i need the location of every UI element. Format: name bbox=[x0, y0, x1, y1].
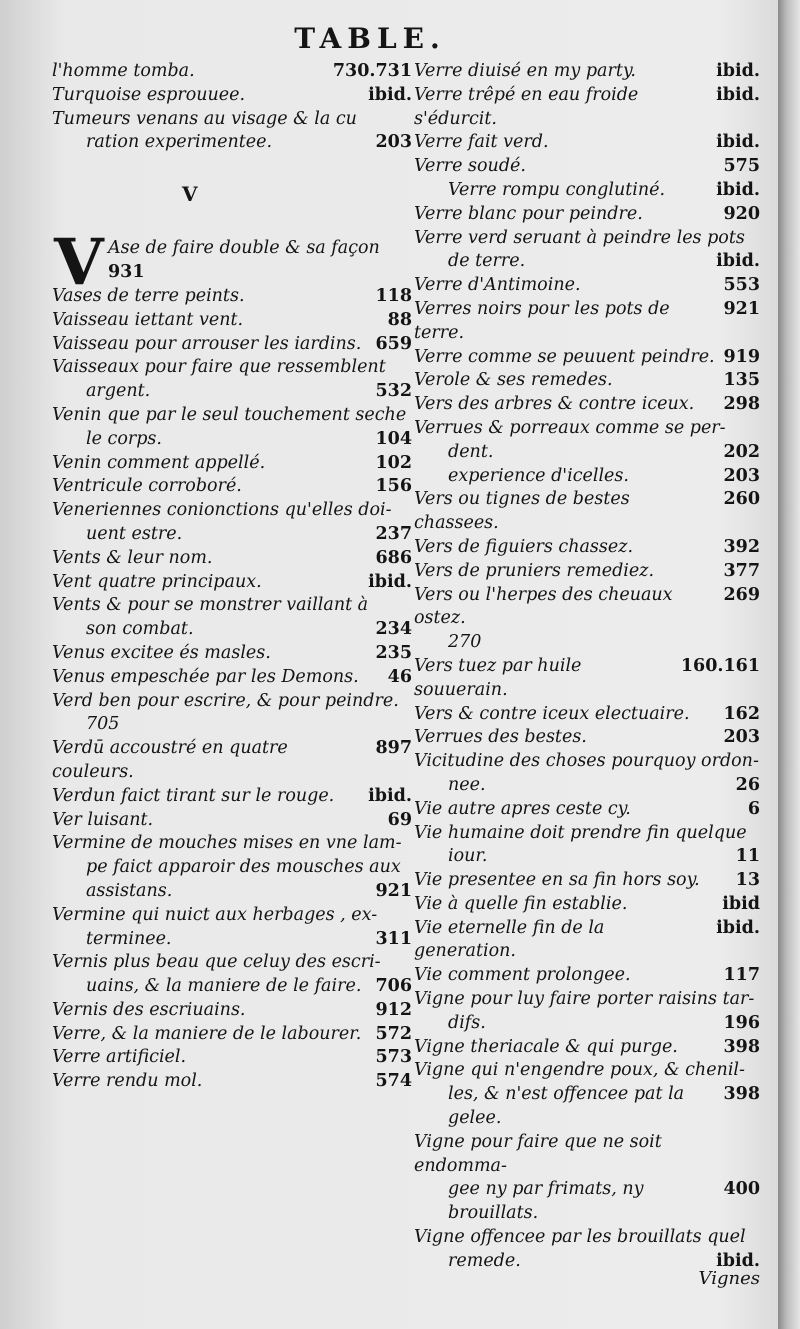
entry-text: Vers ou tignes de bestes chassees. bbox=[414, 489, 630, 534]
entry-text: Vaisseaux pour faire que ressemblent bbox=[52, 357, 386, 378]
entry-page-ref: 398 bbox=[723, 1036, 760, 1057]
index-entry bbox=[52, 975, 412, 999]
index-entry bbox=[414, 393, 760, 417]
entry-text: Vie humaine doit prendre fin quelque bbox=[414, 822, 747, 843]
index-entry bbox=[414, 893, 760, 917]
entry-page-ref: 160.161 bbox=[680, 655, 760, 676]
entry-page-ref: ibid. bbox=[716, 84, 760, 105]
index-entry bbox=[52, 356, 412, 380]
index-entry bbox=[52, 1046, 412, 1070]
index-entry bbox=[52, 737, 412, 785]
index-entry bbox=[414, 655, 760, 703]
entry-page-ref: ibid. bbox=[716, 1250, 760, 1271]
index-entry bbox=[414, 1036, 760, 1060]
index-entry bbox=[414, 964, 760, 988]
index-entry bbox=[414, 726, 760, 750]
index-entry bbox=[52, 928, 412, 952]
entry-page-ref: ibid. bbox=[716, 132, 760, 153]
index-entry bbox=[414, 1083, 760, 1131]
entry-page-ref: 659 bbox=[375, 333, 412, 354]
index-entry bbox=[414, 845, 760, 869]
entry-text: Vermine de mouches mises en vne lam- bbox=[52, 833, 402, 854]
entry-text: Vers de pruniers remediez. bbox=[414, 560, 655, 581]
index-entry bbox=[52, 785, 412, 809]
entry-page-ref: 162 bbox=[723, 703, 760, 724]
index-entry bbox=[52, 618, 412, 642]
entry-text: Venus empeschée par les Demons. bbox=[52, 666, 359, 687]
entry-text: Vers & contre iceux electuaire. bbox=[414, 703, 690, 724]
section-heading: V bbox=[182, 182, 198, 207]
entry-text: Vers ou l'herpes des cheuaux ostez. bbox=[414, 584, 673, 629]
index-entry bbox=[52, 809, 412, 833]
entry-text: Ver luisant. bbox=[52, 809, 154, 830]
index-entry bbox=[414, 917, 760, 965]
entry-text: dent. bbox=[448, 441, 494, 462]
entry-text: Vigne pour faire que ne soit endomma- bbox=[414, 1131, 662, 1176]
left-entries bbox=[52, 285, 412, 1094]
entry-text: Vicitudine des choses pourquoy ordon- bbox=[414, 751, 759, 772]
entry-text: Vents & leur nom. bbox=[52, 547, 213, 568]
entry-page-ref: 234 bbox=[375, 619, 412, 640]
dropcap-letter: V bbox=[54, 224, 104, 300]
entry-text: Vie à quelle fin establie. bbox=[414, 893, 628, 914]
entry-page-ref: 377 bbox=[723, 560, 760, 581]
index-entry bbox=[414, 750, 760, 774]
entry-page-ref: 298 bbox=[723, 394, 760, 415]
entry-page-ref: 203 bbox=[723, 465, 760, 486]
entry-text: Vaisseau pour arrouser les iardins. bbox=[52, 333, 362, 354]
page-header: TABLE. bbox=[294, 22, 446, 55]
index-entry bbox=[52, 547, 412, 571]
entry-text: Turquoise esprouuee. bbox=[52, 84, 246, 105]
index-entry bbox=[414, 227, 760, 251]
index-entry bbox=[414, 346, 760, 370]
entry-page-ref: ibid. bbox=[368, 571, 412, 592]
index-entry bbox=[414, 560, 760, 584]
entry-text: Vers des arbres & contre iceux. bbox=[414, 394, 695, 415]
entry-page-ref: ibid. bbox=[368, 785, 412, 806]
index-entry bbox=[52, 690, 412, 714]
entry-text: Verre rompu conglutiné. bbox=[448, 179, 666, 200]
entry-page-ref: 13 bbox=[735, 870, 760, 891]
entry-page-ref: 237 bbox=[375, 523, 412, 544]
entry-text: Venin comment appellé. bbox=[52, 452, 266, 473]
entry-page-ref: 573 bbox=[375, 1047, 412, 1068]
entry-text: Vents & pour se monstrer vaillant à bbox=[52, 595, 369, 616]
entry-text: Vie presentee en sa fin hors soy. bbox=[414, 870, 700, 891]
entry-page-ref: 26 bbox=[735, 774, 760, 795]
right-entries bbox=[414, 60, 760, 1274]
entry-page-ref: 912 bbox=[375, 999, 412, 1020]
entry-page-ref: 11 bbox=[735, 846, 760, 867]
entry-text: Vermine qui nuict aux herbages , ex- bbox=[52, 904, 378, 925]
entry-text: terminee. bbox=[86, 928, 172, 949]
entry-page-ref: 706 bbox=[375, 976, 412, 997]
index-entry bbox=[52, 499, 412, 523]
index-entry bbox=[52, 428, 412, 452]
entry-page-ref: 46 bbox=[387, 666, 412, 687]
entry-text: iour. bbox=[448, 846, 488, 867]
index-entry bbox=[414, 1178, 760, 1226]
entry-text: Verre soudé. bbox=[414, 156, 526, 177]
entry-page-ref: 730.731 bbox=[332, 61, 412, 81]
index-entry bbox=[414, 84, 760, 132]
entry-text: Venin que par le seul touchement seche bbox=[52, 404, 407, 425]
entry-page-ref: 392 bbox=[723, 536, 760, 557]
entry-text: difs. bbox=[448, 1012, 486, 1033]
index-entry bbox=[414, 155, 760, 179]
entry-text: Verre trêpé en eau froide s'édurcit. bbox=[414, 84, 639, 129]
left-column bbox=[52, 60, 412, 1094]
index-entry bbox=[414, 488, 760, 536]
entry-text: de terre. bbox=[448, 251, 526, 272]
index-entry bbox=[52, 594, 412, 618]
entry-page-ref: ibid bbox=[722, 893, 760, 914]
entry-text: les, & n'est offencee pat la gelee. bbox=[448, 1084, 685, 1129]
index-entry bbox=[414, 1226, 760, 1250]
entry-text: Vernis plus beau que celuy des escri- bbox=[52, 952, 381, 973]
entry-text: nee. bbox=[448, 774, 486, 795]
entry-text: Verdū accoustré en quatre couleurs. bbox=[52, 738, 288, 782]
entry-page-ref: 203 bbox=[723, 727, 760, 748]
entry-page-ref: ibid. bbox=[716, 251, 760, 272]
entry-text: Venus excitee és masles. bbox=[52, 642, 271, 663]
dropcap-entry-text: Ase de faire double & sa façon bbox=[108, 237, 380, 258]
entry-page-ref: ibid. bbox=[716, 917, 760, 938]
entry-text: experience d'icelles. bbox=[448, 465, 629, 486]
index-entry bbox=[52, 713, 412, 737]
page-edge-shadow bbox=[778, 0, 800, 1329]
right-column bbox=[414, 60, 760, 1274]
entry-text: Verre, & la maniere de le labourer. bbox=[52, 1023, 362, 1044]
index-entry bbox=[52, 380, 412, 404]
catchword: Vignes bbox=[698, 1268, 760, 1289]
entry-text: Tumeurs venans au visage & la cu bbox=[52, 108, 357, 129]
entry-page-ref: 572 bbox=[375, 1023, 412, 1044]
entry-text: Verole & ses remedes. bbox=[414, 370, 613, 391]
index-entry bbox=[52, 571, 412, 595]
entry-text: Vigne pour luy faire porter raisins tar- bbox=[414, 989, 755, 1010]
index-entry bbox=[52, 1023, 412, 1047]
entry-text: Verre comme se peuuent peindre. bbox=[414, 346, 715, 367]
entry-text: Veneriennes conionctions qu'elles doi- bbox=[52, 500, 392, 521]
index-entry bbox=[52, 880, 412, 904]
entry-text: Ventricule corroboré. bbox=[52, 476, 242, 497]
index-entry bbox=[414, 774, 760, 798]
entry-text: l'homme tomba. bbox=[52, 61, 195, 81]
dropcap-entry-page: 931 bbox=[108, 261, 145, 282]
index-entry bbox=[52, 475, 412, 499]
entry-page-ref: 574 bbox=[375, 1071, 412, 1092]
entry-text: Vigne theriacale & qui purge. bbox=[414, 1036, 678, 1057]
index-entry bbox=[52, 951, 412, 975]
entry-page-ref: 118 bbox=[375, 285, 412, 306]
entry-page-ref: 553 bbox=[723, 275, 760, 296]
entry-text: Verd ben pour escrire, & pour peindre. bbox=[52, 690, 399, 711]
index-entry bbox=[414, 584, 760, 632]
index-entry bbox=[414, 988, 760, 1012]
entry-text: Vie autre apres ceste cy. bbox=[414, 798, 631, 819]
index-entry bbox=[414, 203, 760, 227]
entry-text: argent. bbox=[86, 381, 151, 402]
entry-page-ref: 88 bbox=[387, 309, 412, 330]
index-entry bbox=[52, 666, 412, 690]
index-entry bbox=[414, 703, 760, 727]
entry-page-ref: 269 bbox=[723, 584, 760, 605]
entry-text: Verres noirs pour les pots de terre. bbox=[414, 298, 670, 343]
index-entry bbox=[52, 523, 412, 547]
index-entry bbox=[52, 404, 412, 428]
index-entry bbox=[52, 333, 412, 357]
index-entry bbox=[52, 904, 412, 928]
index-entry bbox=[52, 84, 412, 108]
index-entry bbox=[52, 131, 412, 155]
entry-page-ref: 575 bbox=[723, 156, 760, 177]
index-entry bbox=[414, 465, 760, 489]
index-entry bbox=[52, 999, 412, 1023]
index-entry bbox=[414, 60, 760, 84]
entry-page-ref: ibid. bbox=[716, 179, 760, 200]
entry-text: gee ny par frimats, ny brouillats. bbox=[448, 1179, 644, 1224]
entry-text: Vases de terre peints. bbox=[52, 285, 245, 306]
entry-page-ref: ibid. bbox=[368, 84, 412, 105]
entry-page-ref: 102 bbox=[375, 452, 412, 473]
entry-text: Verdun faict tirant sur le rouge. bbox=[52, 785, 335, 806]
entry-page-ref: 69 bbox=[387, 809, 412, 830]
entry-text: Verre d'Antimoine. bbox=[414, 275, 581, 296]
index-entry bbox=[414, 417, 760, 441]
entry-page-ref: 104 bbox=[375, 428, 412, 449]
index-entry bbox=[414, 536, 760, 560]
index-entry bbox=[414, 869, 760, 893]
index-entry bbox=[52, 60, 412, 84]
entry-text: 270 bbox=[448, 632, 482, 653]
index-entry bbox=[414, 298, 760, 346]
index-entry bbox=[414, 822, 760, 846]
index-entry bbox=[414, 274, 760, 298]
entry-text: Verre verd seruant à peindre les pots bbox=[414, 227, 745, 248]
entry-text: Vie eternelle fin de la generation. bbox=[414, 917, 605, 962]
index-entry bbox=[414, 179, 760, 203]
index-entry bbox=[414, 369, 760, 393]
entry-page-ref: 203 bbox=[375, 132, 412, 153]
entry-text: Vernis des escriuains. bbox=[52, 999, 246, 1020]
entry-text: Verrues des bestes. bbox=[414, 727, 587, 748]
entry-text: le corps. bbox=[86, 428, 162, 449]
index-entry bbox=[414, 131, 760, 155]
entry-text: pe faict apparoir des mousches aux bbox=[86, 857, 401, 878]
entry-text: uains, & la maniere de le faire. bbox=[86, 976, 362, 997]
entry-text: Verrues & porreaux comme se per- bbox=[414, 417, 726, 438]
index-entry bbox=[52, 309, 412, 333]
index-entry bbox=[414, 631, 760, 655]
entry-page-ref: 897 bbox=[375, 738, 412, 759]
entry-text: Vers tuez par huile souuerain. bbox=[414, 655, 582, 700]
index-entry bbox=[52, 285, 412, 309]
entry-text: son combat. bbox=[86, 619, 194, 640]
entry-page-ref: 532 bbox=[375, 381, 412, 402]
entry-text: Verre fait verd. bbox=[414, 132, 549, 153]
entry-text: ration experimentee. bbox=[86, 132, 273, 153]
index-entry bbox=[52, 452, 412, 476]
entry-page-ref: 311 bbox=[375, 928, 412, 949]
entry-text: Vers de figuiers chassez. bbox=[414, 536, 634, 557]
index-entry bbox=[414, 1012, 760, 1036]
entry-page-ref: 202 bbox=[723, 441, 760, 462]
entry-page-ref: 156 bbox=[375, 476, 412, 497]
index-entry bbox=[52, 1070, 412, 1094]
entry-page-ref: 117 bbox=[723, 965, 760, 986]
entry-page-ref: 400 bbox=[723, 1179, 760, 1200]
entry-page-ref: 398 bbox=[723, 1084, 760, 1105]
index-entry bbox=[414, 1059, 760, 1083]
entry-page-ref: 919 bbox=[723, 346, 760, 367]
entry-text: Vigne qui n'engendre poux, & chenil- bbox=[414, 1060, 745, 1081]
index-entry bbox=[52, 642, 412, 666]
entry-page-ref: 921 bbox=[723, 298, 760, 319]
entry-text: Verre diuisé en my party. bbox=[414, 61, 636, 81]
entry-page-ref: 6 bbox=[747, 798, 760, 819]
entry-text: Verre rendu mol. bbox=[52, 1071, 203, 1092]
index-entry bbox=[52, 832, 412, 856]
entry-text: Vent quatre principaux. bbox=[52, 571, 262, 592]
entry-text: Verre artificiel. bbox=[52, 1047, 187, 1068]
entry-text: Vie comment prolongee. bbox=[414, 965, 631, 986]
entry-text: uent estre. bbox=[86, 523, 183, 544]
entry-text: Vaisseau iettant vent. bbox=[52, 309, 244, 330]
entry-page-ref: ibid. bbox=[716, 61, 760, 81]
entry-page-ref: 921 bbox=[375, 880, 412, 901]
entry-page-ref: 135 bbox=[723, 370, 760, 391]
entry-page-ref: 260 bbox=[723, 489, 760, 510]
entry-text: remede. bbox=[448, 1250, 521, 1271]
entry-page-ref: 235 bbox=[375, 642, 412, 663]
entry-text: Vigne offencee par les brouillats quel bbox=[414, 1227, 746, 1248]
entry-text: 705 bbox=[86, 714, 120, 735]
index-entry bbox=[414, 441, 760, 465]
entry-text: Verre blanc pour peindre. bbox=[414, 203, 643, 224]
index-entry bbox=[52, 856, 412, 880]
entry-page-ref: 686 bbox=[375, 547, 412, 568]
index-entry bbox=[52, 108, 412, 132]
left-top-entries bbox=[52, 60, 412, 155]
entry-text: assistans. bbox=[86, 880, 173, 901]
entry-page-ref: 196 bbox=[723, 1012, 760, 1033]
index-entry bbox=[414, 798, 760, 822]
index-entry bbox=[414, 1131, 760, 1179]
index-entry bbox=[414, 250, 760, 274]
entry-page-ref: 920 bbox=[723, 203, 760, 224]
